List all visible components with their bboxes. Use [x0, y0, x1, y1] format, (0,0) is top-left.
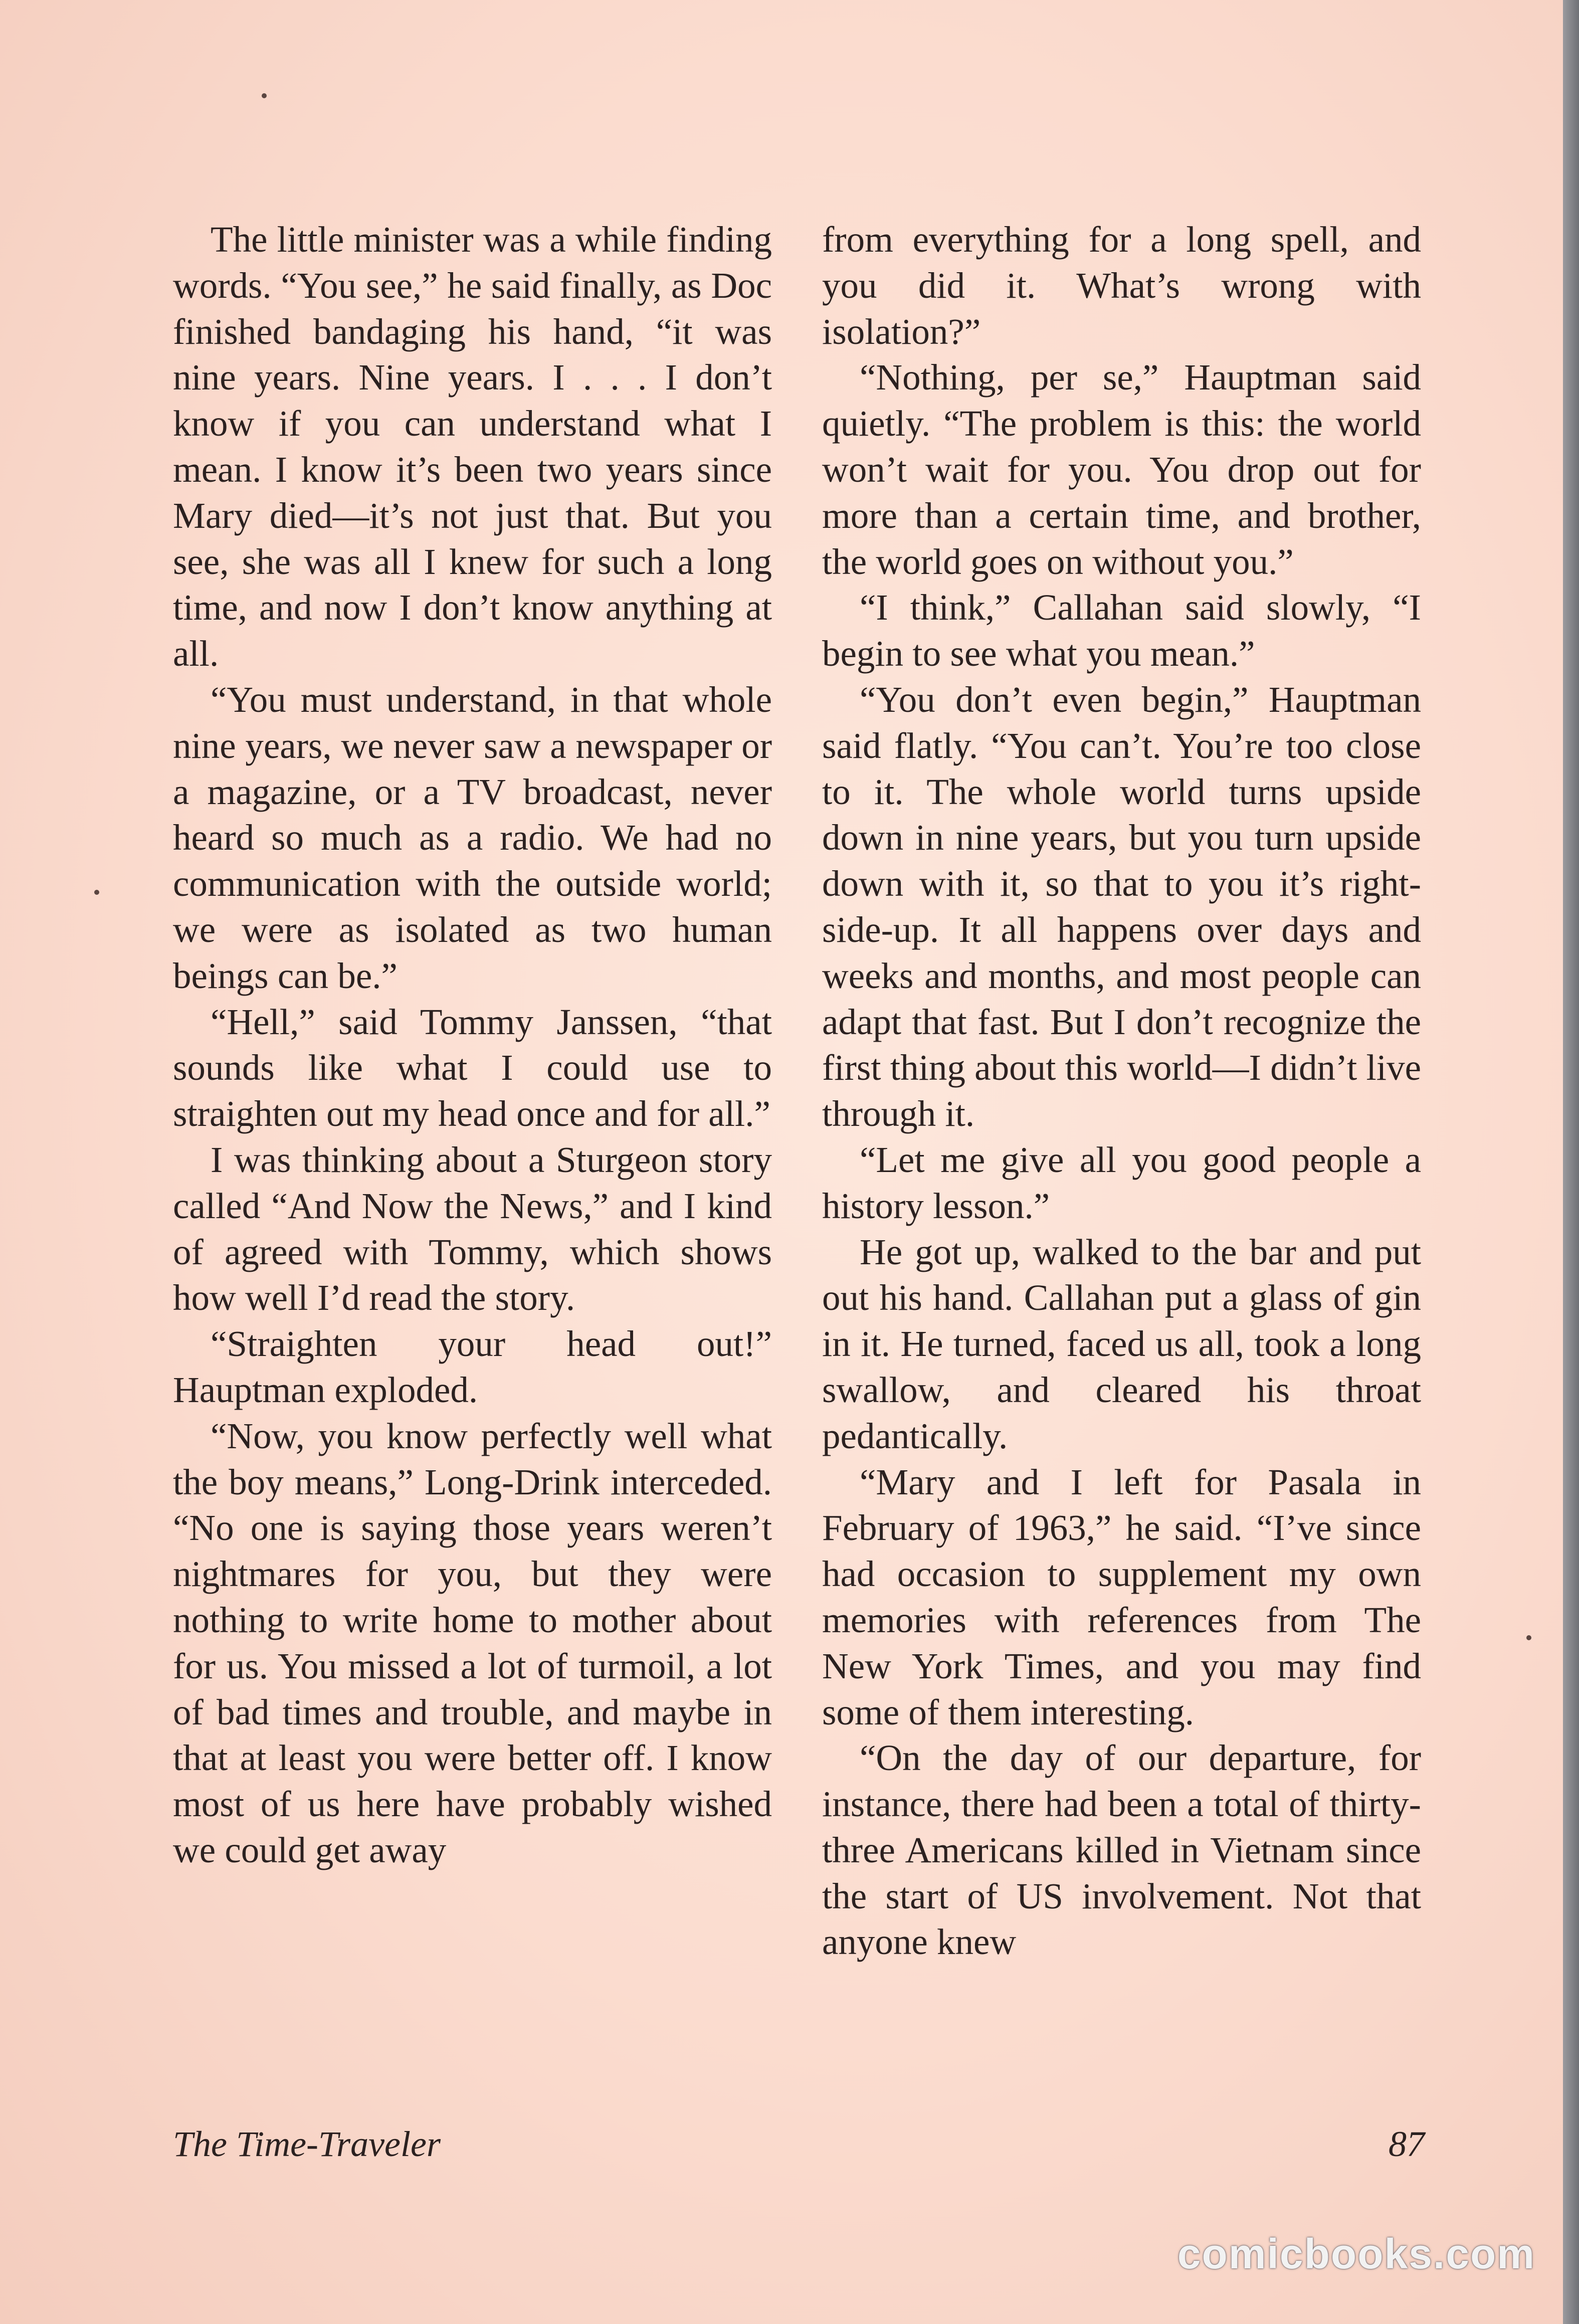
ink-speck — [1526, 1635, 1531, 1640]
paragraph: The little minister was a while finding words. “You see,” he said finally, as Doc finished bandaging his hand, “it was nine years. Nine years. I . . . I don’t know if you can understand what I mean. I know it’s been two years since Mary died—it’s not just that. But you see, she was all I knew for such a long time, and now I don’t know anything at all. — [173, 219, 772, 674]
paragraph: “Mary and I left for Pasala in February of 1963,” he said. “I’ve since had occasion to supplement my own memories with references from The New York Times, and you may find some of them interesting. — [822, 1461, 1421, 1732]
paragraph: “I think,” Callahan said slowly, “I begin to see what you mean.” — [822, 587, 1421, 674]
paragraph: “You must understand, in that whole nine years, we never saw a newspaper or a magazine, or a TV broadcast, never heard so much as a radio. We had no communication with the outside world; we were as isolated as two human beings can be.” — [173, 679, 772, 996]
paragraph: “Straighten your head out!” Hauptman exploded. — [173, 1323, 772, 1410]
paragraph: “Let me give all you good people a history lesson.” — [822, 1139, 1421, 1226]
paragraph: I was thinking about a Sturgeon story called “And Now the News,” and I kind of agreed with Tommy, which shows how well I’d read the story. — [173, 1139, 772, 1318]
running-title: The Time-Traveler — [173, 2124, 441, 2164]
paragraph: from everything for a long spell, and you did it. What’s wrong with isolation?” — [822, 219, 1421, 352]
page-number: 87 — [1389, 2124, 1425, 2164]
paragraph: “On the day of our departure, for instance, there had been a total of thirty-three Americans killed in Vietnam since the start of US involvement. Not that anyone knew — [822, 1737, 1421, 1963]
paragraph: “Nothing, per se,” Hauptman said quietly. “The problem is this: the world won’t wait for you. You drop out for more than a certain time, and brother, the world goes on without you.” — [822, 357, 1421, 582]
page-edge-shadow — [1563, 0, 1579, 2324]
right-text-column — [822, 217, 1421, 1965]
paragraph: “Now, you know perfectly well what the boy means,” Long-Drink interceded. “No one is saying those years weren’t nightmares for you, but they were nothing to write home to mother about for us. You missed a lot of turmoil, a lot of bad times and trouble, and maybe in that at least you were better off. I know most of us here have probably wished we could get away — [173, 1415, 772, 1870]
ink-speck — [94, 890, 99, 895]
paragraph: “You don’t even begin,” Hauptman said flatly. “You can’t. You’re too close to it. The whole world turns upside down in nine years, but you turn upside down with it, so that to you it’s right-side-up. It all happens over days and weeks and months, and most people can adapt that fast. But I don’t recognize the first thing about this world—I didn’t live through it. — [822, 679, 1421, 1134]
paragraph: He got up, walked to the bar and put out his hand. Callahan put a glass of gin in it. He turned, faced us all, took a long swallow, and cleared his throat pedantically. — [822, 1231, 1421, 1456]
paragraph: “Hell,” said Tommy Janssen, “that sounds like what I could use to straighten out my head once and for all.” — [173, 1001, 772, 1134]
ink-speck — [262, 93, 267, 98]
left-text-column — [173, 217, 772, 1873]
watermark: comicbooks.com — [1177, 2230, 1535, 2277]
